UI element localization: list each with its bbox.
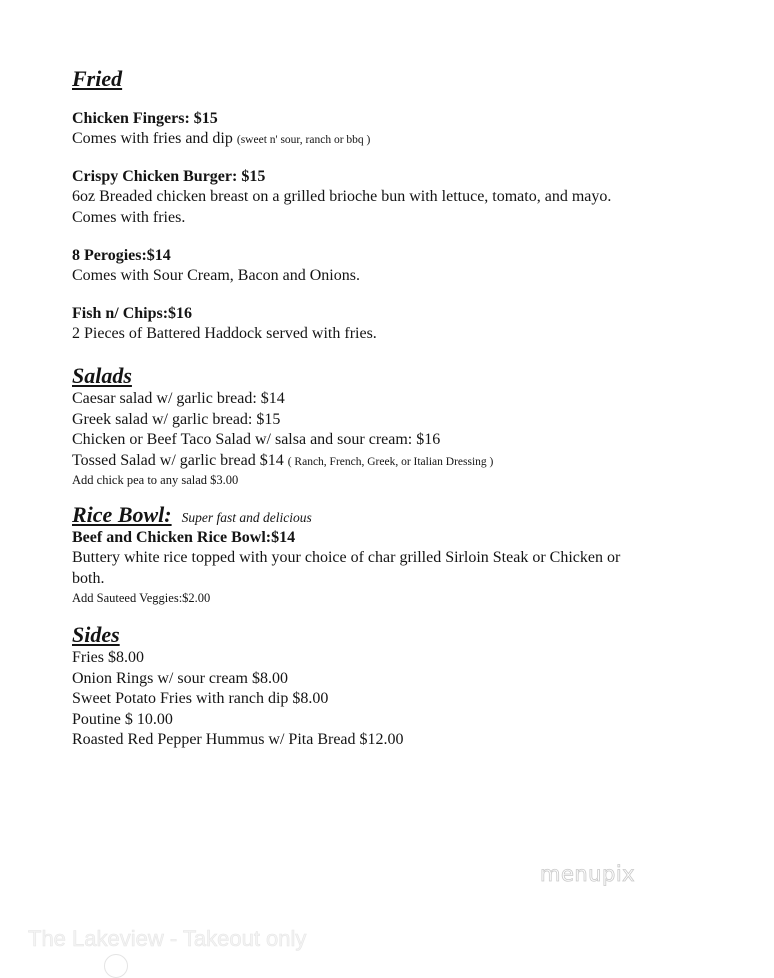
item-description: Comes with fries. bbox=[72, 208, 186, 226]
side-line: Roasted Red Pepper Hummus w/ Pita Bread $12.00 bbox=[72, 731, 404, 748]
item-description: both. bbox=[72, 569, 105, 587]
item-name: Chicken Fingers: $15 bbox=[72, 110, 218, 127]
salad-line bbox=[72, 451, 493, 473]
item-name: Crispy Chicken Burger: $15 bbox=[72, 168, 266, 185]
side-line: Sweet Potato Fries with ranch dip $8.00 bbox=[72, 690, 329, 707]
salad-line: Greek salad w/ garlic bread: $15 bbox=[72, 410, 281, 428]
rice-bowl-note: Add Sauteed Veggies:$2.00 bbox=[72, 591, 211, 605]
salad-line: Chicken or Beef Taco Salad w/ salsa and sour cream: $16 bbox=[72, 431, 441, 448]
item-description: 6oz Breaded chicken breast on a grilled brioche bun with lettuce, tomato, and mayo. bbox=[72, 188, 612, 205]
item-description-text: Comes with fries and dip bbox=[72, 130, 233, 147]
menu-item-chicken-fingers bbox=[72, 109, 370, 151]
section-fried bbox=[72, 66, 122, 92]
section-title-fried: Fried bbox=[72, 66, 123, 91]
salad-line: Caesar salad w/ garlic bread: $14 bbox=[72, 390, 285, 407]
section-title-sides: Sides bbox=[72, 622, 120, 647]
item-description: Comes with Sour Cream, Bacon and Onions. bbox=[72, 267, 360, 284]
item-description: Buttery white rice topped with your choice of char grilled Sirloin Steak or Chicken or bbox=[72, 549, 621, 566]
item-name: 8 Perogies:$14 bbox=[72, 247, 171, 264]
dip-options: (sweet n' sour, ranch or bbq ) bbox=[236, 134, 371, 146]
side-line: Fries $8.00 bbox=[72, 649, 144, 666]
item-description: 2 Pieces of Battered Haddock served with fries. bbox=[72, 325, 377, 342]
rice-bowl-tagline: Super fast and delicious bbox=[181, 510, 312, 525]
footer-ghost-text: The Lakeview - Takeout only bbox=[28, 926, 307, 951]
section-title-salads: Salads bbox=[72, 363, 132, 388]
menu-item-crispy-chicken-burger bbox=[72, 167, 611, 228]
item-description bbox=[72, 129, 370, 151]
section-rice-bowl bbox=[72, 502, 620, 606]
ghost-circle-icon bbox=[104, 954, 128, 978]
menu-item-perogies bbox=[72, 246, 360, 287]
section-title-rice-bowl: Rice Bowl: bbox=[72, 502, 172, 527]
section-salads bbox=[72, 363, 493, 488]
salad-note: Add chick pea to any salad $3.00 bbox=[72, 473, 239, 487]
section-sides bbox=[72, 622, 404, 751]
menu-item-fish-chips bbox=[72, 304, 377, 345]
side-line: Onion Rings w/ sour cream $8.00 bbox=[72, 669, 288, 687]
salad-line-text: Tossed Salad w/ garlic bread $14 bbox=[72, 451, 284, 469]
dressing-options: ( Ranch, French, Greek, or Italian Dressing ) bbox=[287, 455, 494, 468]
watermark-logo: menupix bbox=[540, 862, 636, 886]
item-name: Beef and Chicken Rice Bowl:$14 bbox=[72, 529, 296, 546]
side-line: Poutine $ 10.00 bbox=[72, 710, 173, 728]
item-name: Fish n/ Chips:$16 bbox=[72, 305, 193, 322]
